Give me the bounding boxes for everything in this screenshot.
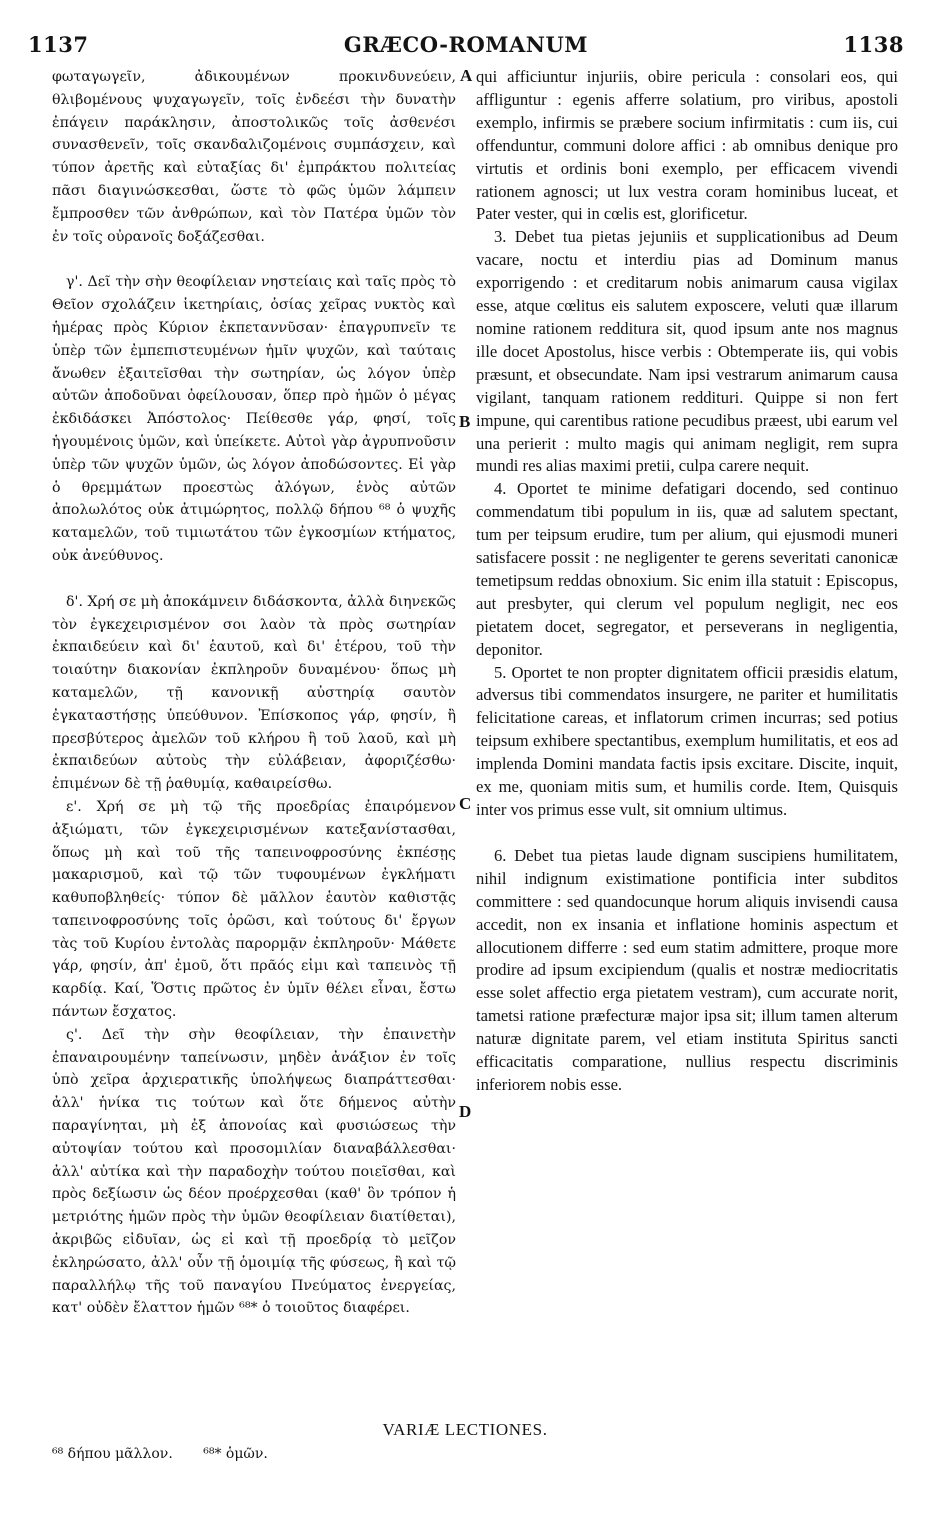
page-header (28, 32, 904, 62)
margin-letter-b: B (459, 412, 471, 431)
margin-letter-c: C (459, 794, 472, 813)
margin-letter-d: D (459, 1102, 472, 1121)
latin-paragraph-1: qui afficiuntur injuriis, obire pericula : consolari eos, qui affliguntur : egenis afferre solatium, pro viribus, apostoli exemplo, infirmis se præbere socium infirmitatis : cum iis, cui offenduntur, communi dolore affici : ab omnibus denique pro virtutis et ordinis boni exemplo, per efficacem vivendi rationem agnosci; ut lux vestra coram hominibus luceat, et Pater vester, qui in cœlis est, glorificetur. (476, 67, 898, 224)
latin-paragraph-6: 6. Debet tua pietas laude dignam suscipiens humilitatem, nihil indignum existimatione pontificia inter subditos committere : sed quandocunque horum aliquis invisendi causa accedit, non ex insania et inflatione hominis aspectum et allocutionem differre : sed eum statim admittere, proque more prodire ad ipsum excipiendum (qualis et nostræ mediocritatis esse solet affectio erga pietatem vestram), cum accurate norit, tametsi ratione præfecturæ major ipsa sit; illum tamen alterum naturæ dignitate parem, vel etiam instituta Spiritus sancti efficacitatis comparatione, nullius respectu discriminis inferiorem nobis esse. (476, 845, 898, 1094)
greek-paragraph-4: δ'. Χρή σε μὴ ἀποκάμνειν διδάσκοντα, ἀλλὰ διηνεκῶς τὸν ἐγκεχειρισμένον σοι λαὸν τὰ πρὸς σωτηρίαν ἐκπαιδεύειν καὶ δι' ἑαυτοῦ, καὶ δι' ἑτέρου, τοῦ τὴν τοιαύτην διακονίαν ἐκπληροῦν δυναμένου· ὅπως μὴ καταμελῶν, τῇ κανονικῇ αὐστηρίᾳ σαυτὸν ἐγκαταστήσῃς ὑπεύθυνον. Ἐπίσκοπος γάρ, φησίν, ἢ πρεσβύτερος ἀμελῶν τοῦ κλήρου ἢ τοῦ λαοῦ, καὶ μὴ ἐκπαιδεύων αὐτοὺς τὴν εὐλάβειαν, ἀφοριζέσθω· ἐπιμένων δὲ τῇ ῥαθυμίᾳ, καθαιρείσθω. (52, 593, 456, 793)
greek-paragraph-5: ε'. Χρή σε μὴ τῷ τῆς προεδρίας ἐπαιρόμενον ἀξιώματι, τῶν ἐγκεχειρισμένων κατεξανίστασθαι, ὅπως μὴ καὶ τοῦ τῆς ταπεινοφροσύνης ἐκπέσῃς μακαρισμοῦ, καὶ τῷ τῶν τυφουμένων ἐγκλήματι καθυποβληθείς· τύπον δὲ μᾶλλον ἑαυτὸν καθιστᾷς ταπεινοφροσύνης τοῖς ὁρῶσι, καὶ τούτους δι' ἔργων τὰς τοῦ Κυρίου ἐντολὰς παρορμᾷν ἐκπληροῦν· Μάθετε γάρ, φησίν, ἀπ' ἐμοῦ, ὅτι πρᾶός εἰμι καὶ ταπεινὸς τῇ καρδίᾳ. Καί, Ὅστις πρῶτος ἐν ὑμῖν θέλει εἶναι, ἔστω πάντων ἔσχατος. (52, 798, 456, 1021)
variant-note-68-star: ⁶⁸* ὁμῶν. (203, 1446, 268, 1462)
right-column-number: 1138 (843, 32, 904, 57)
variae-lectiones-title: VARIÆ LECTIONES. (382, 1420, 548, 1439)
margin-letter-a: A (460, 66, 473, 85)
greek-paragraph-3: γ'. Δεῖ τὴν σὴν θεοφίλειαν νηστείαις καὶ ταῖς πρὸς τὸ Θεῖον σχολάζειν ἱκετηρίαις, ὁσίας χεῖρας νυκτὸς καὶ ἡμέρας πρὸς Κύριον ἐκπεταννῦσαν· ἐπαγρυπνεῖν τε ὑπὲρ τῶν ἐμπεπιστευμένων ἡμῖν ψυχῶν, καὶ ταύταις ἄνωθεν ἐξαιτεῖσθαι τὴν σωτηρίαν, ὡς λόγον ὑπὲρ αὐτῶν ἀποδοῦναι ὀφείλουσαν, ὅπερ πρὸ ἡμῶν ὁ μέγας ἐκδιδάσκει Ἀπόστολος· Πείθεσθε γάρ, φησί, τοῖς ἡγουμένοις ὑμῶν, καὶ ὑπείκετε. Αὐτοὶ γὰρ ἀγρυπνοῦσιν ὑπὲρ τῶν ψυχῶν ὑμῶν, ὡς λόγον ἀποδώσοντες. Εἰ γὰρ ὁ θρεμμάτων προεστὼς ἀλόγων, ἑνὸς αὐτῶν ἀπολωλότος οὐκ ἀτιμώρητος, πολλῷ δήπου ⁶⁸ ὁ ψυχῆς καταμελῶν, τοῦ τιμιωτάτου τῶν ἐγκοσμίων κτήματος, οὐκ ἀνεύθυνος. (52, 274, 456, 564)
greek-paragraph-1: φωταγωγεῖν, ἀδικουμένων προκινδυνεύειν, θλιβομένους ψυχαγωγεῖν, τοῖς ἐνδεέσι τὴν δυνατὴν ἐπάγειν παράκλησιν, ἀποστολικῶς τοῖς ἀσθενέσι συνασθενεῖν, τοῖς σκανδαλιζομένοις συμπάσχειν, καὶ τύπον ἀρετῆς καὶ εὐταξίας δι' ἐμπράκτου πολιτείας πᾶσι διαγινώσκεσθαι, ὥστε τὸ φῶς ὑμῶν λάμπειν ἔμπροσθεν τῶν ἀνθρώπων, καὶ τὸν Πατέρα ὑμῶν τὸν ἐν τοῖς οὐρανοῖς δοξάζεσθαι. (52, 69, 456, 245)
latin-paragraph-4: 4. Oportet te minime defatigari docendo, sed continuo commendatum tibi populum in iis, quæ ad salutem spectant, tum per teipsum erudire, tum per alium, qui ejusmodi muneri satisfacere possit : ne negligenter te gerens severitati canonicæ temetipsum reddas obnoxium. Sic enim illa statuit : Episcopus, aut presbyter, qui clerum vel populum negligit, nec eos pietatem docet, segregator, et perseverans in negligentia, deponitor. (476, 479, 898, 659)
variant-note-68: ⁶⁸ δήπου μᾶλλον. (52, 1446, 173, 1462)
left-column-number: 1137 (28, 32, 89, 57)
latin-column (476, 66, 898, 1097)
greek-column (52, 66, 456, 1320)
latin-paragraph-5: 5. Oportet te non propter dignitatem officii præsidis elatum, adversus tibi commendatos insurgere, ne pariter et humilitatis felicitatione careas, et inflatorum crimen incurras; sed potius teipsum exhibere spectantibus, exemplum humilitatis, et eos ad implenda Domini mandata factis ipsis excitare. Discite, inquit, ex me, quoniam mitis sum, et humilis corde. Item, Quisquis inter vos primus esse vult, sit omnium ultimus. (476, 662, 898, 819)
variae-lectiones-notes (52, 1446, 294, 1462)
latin-paragraph-3: 3. Debet tua pietas jejuniis et supplicationibus ad Deum vacare, noctu et interdiu pias ad Dominum manus exporrigendo : et creditarum nobis animarum causa vigilax esse, atque cœlitus eis salutem exposcere, veluti quæ illarum nomine rationem redditura sit, quod ipsum ante nos magnus ille docet Apostolus, hisce verbis : Obtemperate iis, qui vobis præsunt, et obsecundate. Nam ipsi vestrarum animarum causa vigilant, tanquam rationem reddituri. Quippe si non fert impune, qui carentibus ratione pecudibus præest, ubi earum vel una perierit : multo magis qui animam negligit, rem supra mundi res alias maximi pretii, culpa carere nequit. (476, 227, 898, 476)
running-title: GRÆCO-ROMANUM (343, 32, 589, 57)
greek-paragraph-6: ς'. Δεῖ τὴν σὴν θεοφίλειαν, τὴν ἐπαινετὴν ἐπαναιρουμένην ταπείνωσιν, μηδὲν ἀνάξιον ἐν τοῖς ὑπὸ χεῖρα ἀρχιερατικῆς ὑπολήψεως διαπράττεσθαι· ἀλλ' ἡνίκα τις τούτων καὶ ὅτε δήμενος αὐτὴν παραγίνηται, μὴ ἐξ ἀπονοίας καὶ φυσιώσεως τὴν αὐτοψίαν τούτου καὶ προσομιλίαν διαναβάλλεσθαι· ἀλλ' αὐτίκα καὶ τὴν παραδοχὴν τούτου ποιεῖσθαι, καὶ πρὸς δεξίωσιν ὡς δέον προέρχεσθαι (καθ' ὃν τρόπον ἡ μετριότης ἡμῶν πρὸς τὴν ὑμῶν θεοφίλειαν διατίθεται), ἀκριβῶς εἰδυῖαν, ὡς εἰ καὶ τῇ προεδρίᾳ τὸ μεῖζον ἐκληρώσατο, ἀλλ' οὖν τῇ ὁμοιμίᾳ τῆς φύσεως, ἢ καὶ τῷ παραλλήλῳ τῆς τοῦ παναγίου Πνεύματος ἐνεργείας, κατ' οὐδὲν ἔλαττον ἡμῶν ⁶⁸* ὁ τοιοῦτος διαφέρει. (52, 1026, 456, 1317)
